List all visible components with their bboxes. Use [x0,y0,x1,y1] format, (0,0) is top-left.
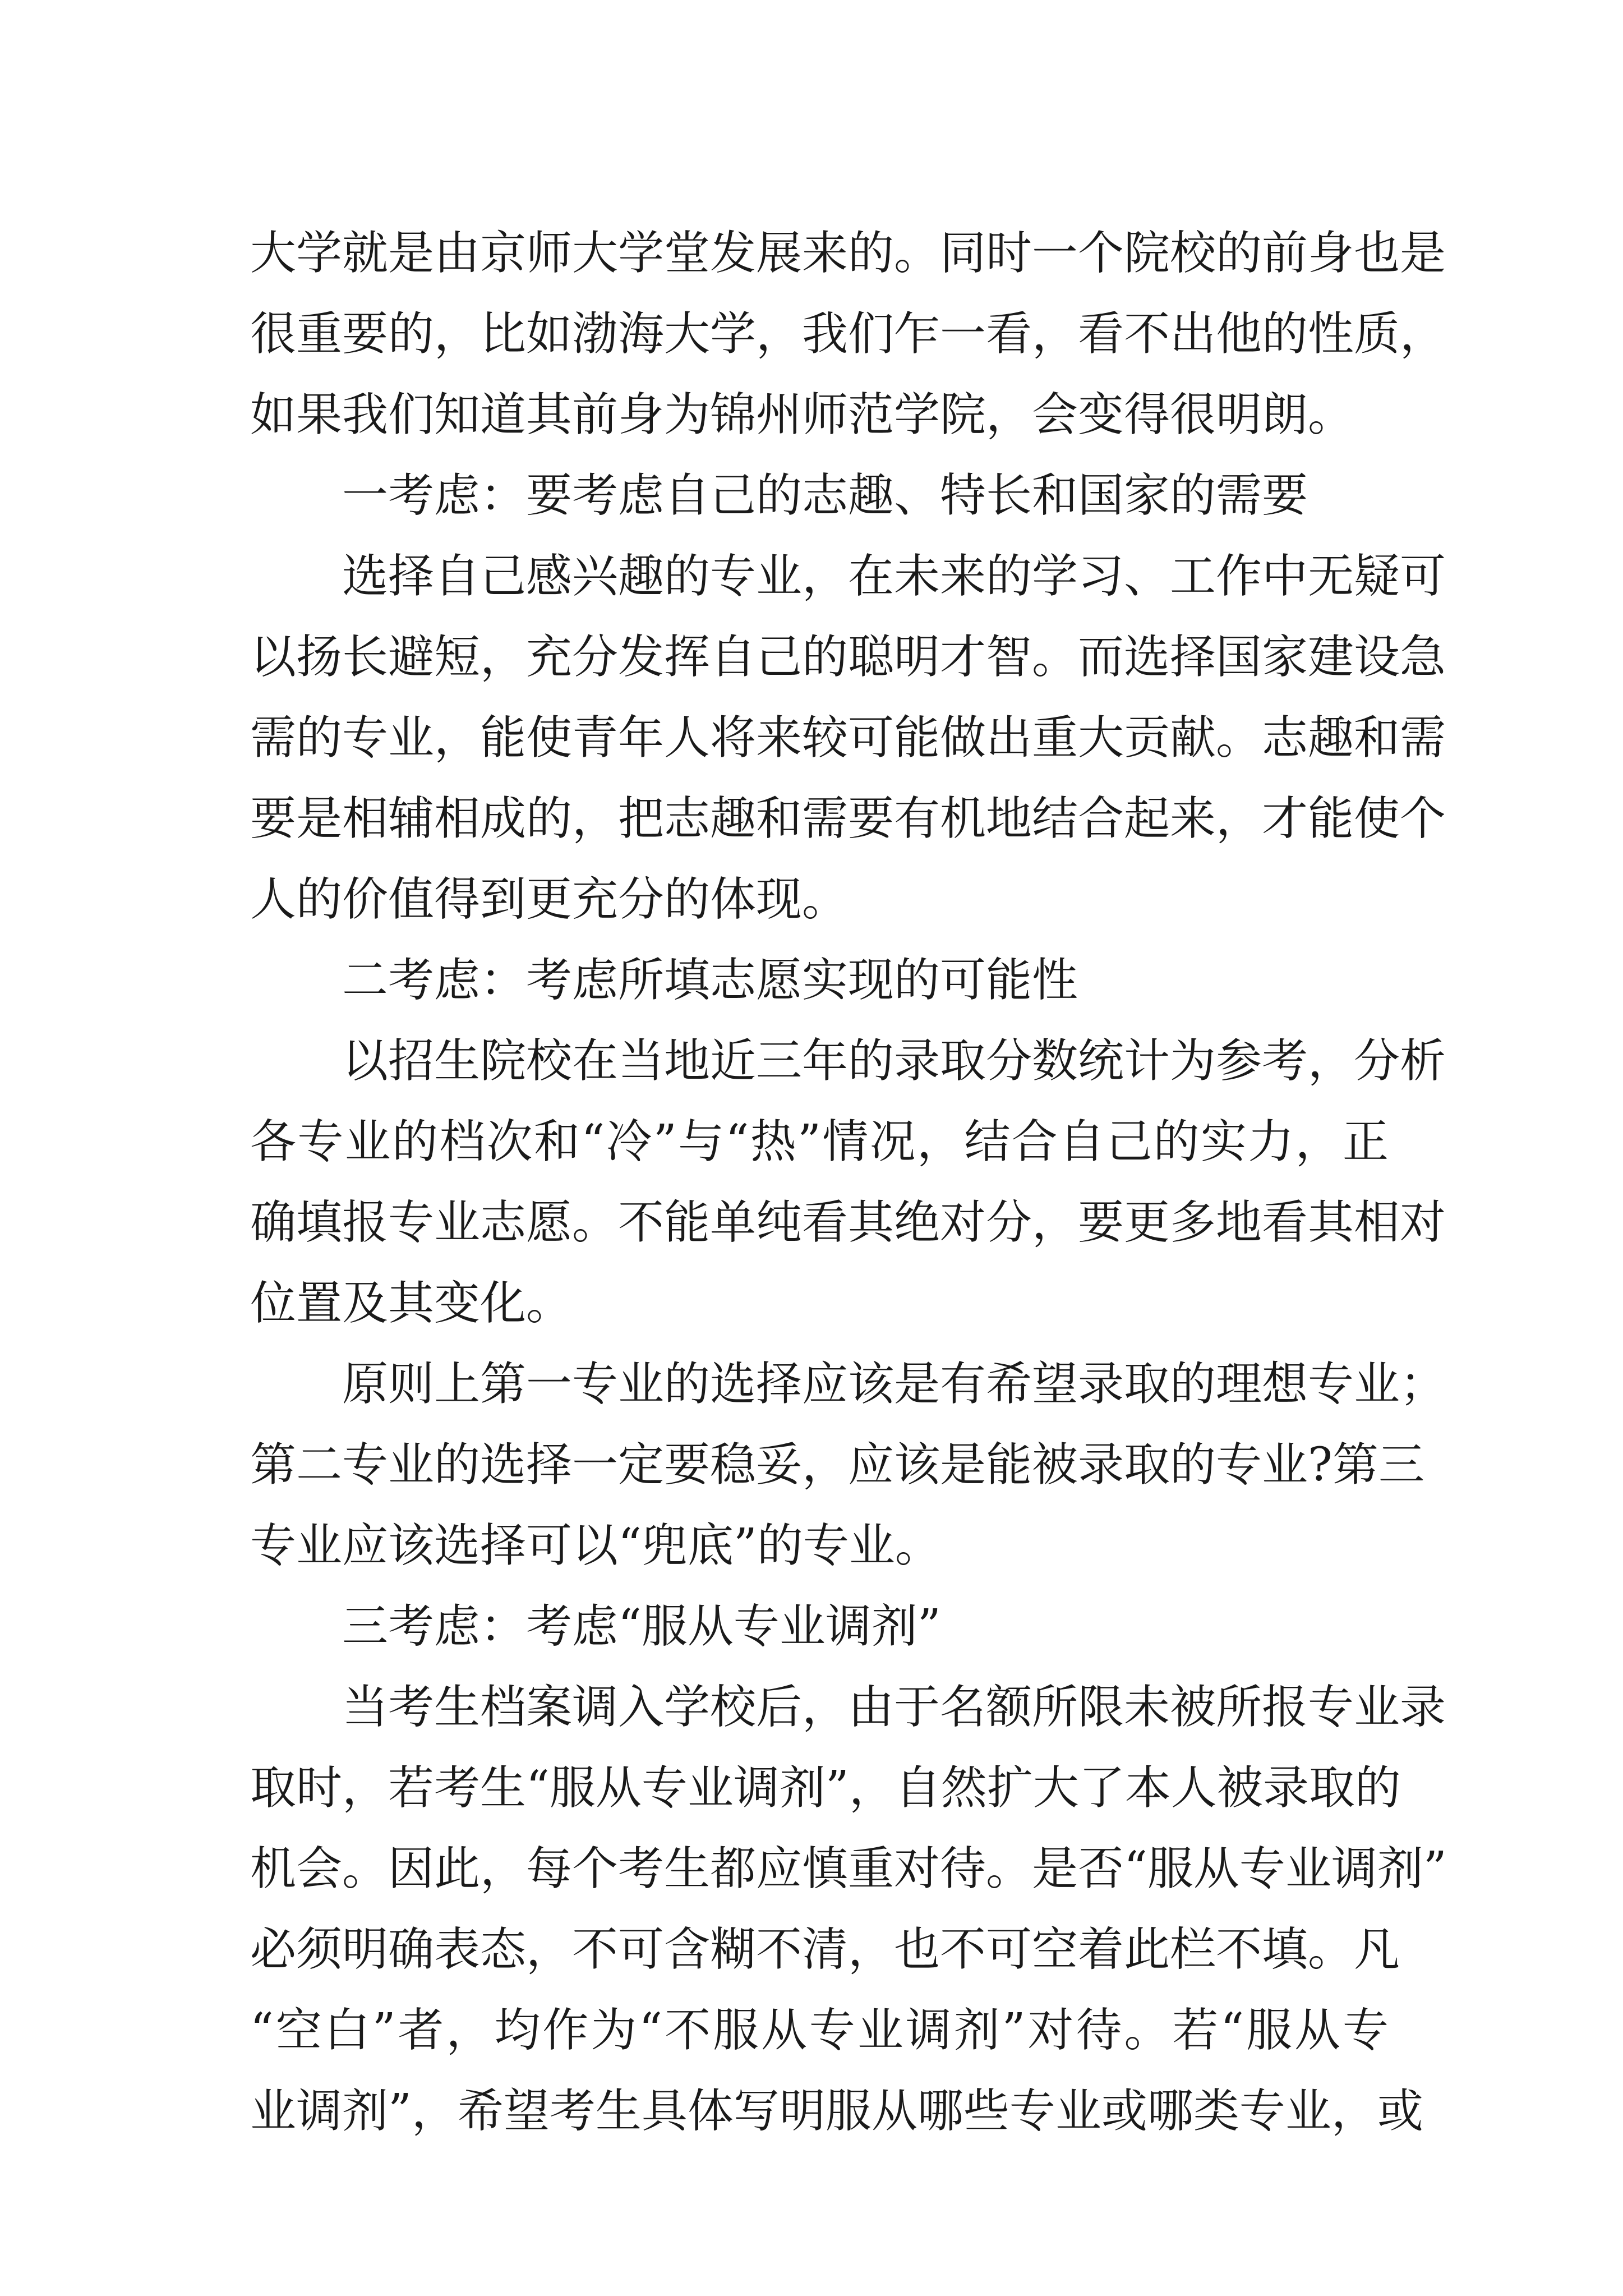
paragraph-line: 第二专业的选择一定要稳妥，应该是能被录取的专业?第三 [250,1438,1424,1492]
paragraph-line: 如果我们知道其前身为锦州师范学院，会变得很明朗。 [250,388,1354,441]
paragraph-line: 机会。因此，每个考生都应慎重对待。是否“服从专业调剂” [250,1842,1447,1895]
paragraph-line: 很重要的，比如渤海大学，我们乍一看，看不出他的性质， [250,307,1446,361]
paragraph-line: 当考生档案调入学校后，由于名额所限未被所报专业录 [342,1681,1446,1734]
paragraph-line: 确填报专业志愿。不能单纯看其绝对分，要更多地看其相对 [250,1196,1446,1249]
section-heading: 二考虑：考虑所填志愿实现的可能性 [342,954,1078,1007]
paragraph-line: 专业应该选择可以“兜底”的专业。 [250,1519,941,1572]
section-heading: 一考虑：要考虑自己的志趣、特长和国家的需要 [342,469,1308,522]
document-body [250,213,1447,2152]
paragraph-line: “空白”者，均作为“不服从专业调剂”对待。若“服从专 [250,2004,1389,2057]
paragraph-line: 位置及其变化。 [250,1277,573,1330]
paragraph-line: 大学就是由京师大学堂发展来的。同时一个院校的前身也是 [250,227,1446,280]
paragraph-line: 各专业的档次和“冷”与“热”情况，结合自己的实力，正 [250,1115,1389,1168]
paragraph-line: 需的专业，能使青年人将来较可能做出重大贡献。志趣和需 [250,711,1446,765]
section-heading: 三考虑：考虑“服从专业调剂” [342,1600,941,1653]
paragraph-line: 以招生院校在当地近三年的录取分数统计为参考，分析 [342,1034,1446,1088]
paragraph-line: 业调剂”，希望考生具体写明服从哪些专业或哪类专业，或 [250,2085,1423,2138]
paragraph-line: 选择自己感兴趣的专业，在未来的学习、工作中无疑可 [342,550,1446,603]
paragraph-line: 取时，若考生“服从专业调剂”，自然扩大了本人被录取的 [250,1761,1401,1815]
paragraph-line: 必须明确表态，不可含糊不清，也不可空着此栏不填。凡 [250,1923,1400,1976]
paragraph-line: 以扬长避短，充分发挥自己的聪明才智。而选择国家建设急 [250,631,1446,684]
paragraph-line: 原则上第一专业的选择应该是有希望录取的理想专业； [342,1358,1446,1411]
paragraph-line: 要是相辅相成的，把志趣和需要有机地结合起来，才能使个 [250,792,1446,845]
paragraph-line: 人的价值得到更充分的体现。 [250,873,849,926]
